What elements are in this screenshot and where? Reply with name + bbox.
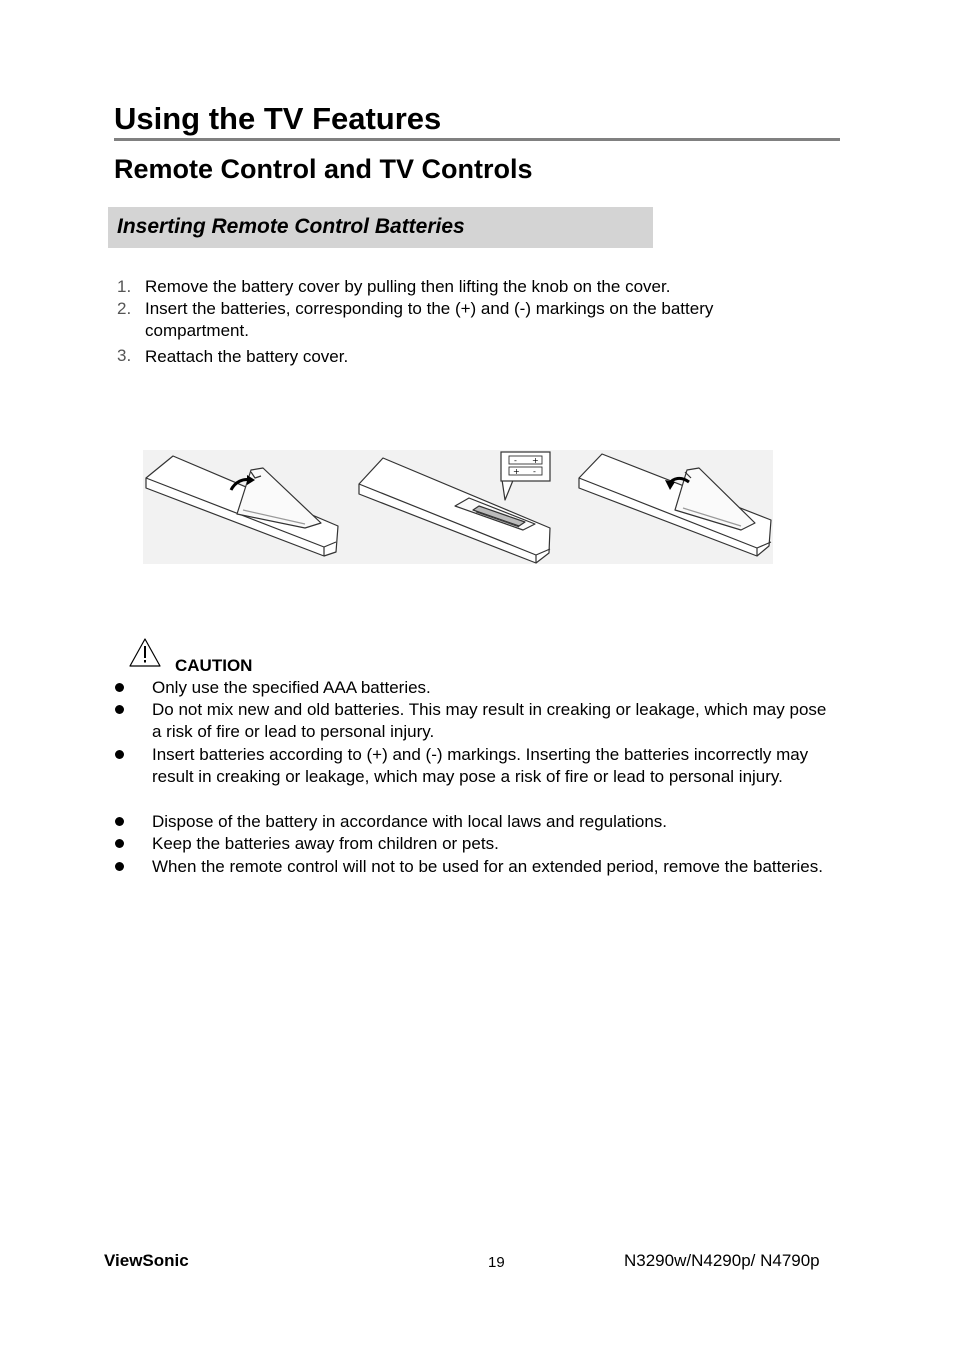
warning-triangle-icon: [128, 637, 162, 669]
step-text: Insert the batteries, corresponding to the (+) and (-) markings on the battery compartment.: [145, 299, 714, 340]
battery-mark-plus-bottom: +: [513, 467, 520, 476]
step-number: 1.: [117, 277, 132, 296]
step-text: Remove the battery cover by pulling then lifting the knob on the cover.: [145, 277, 671, 296]
subsection-title: Inserting Remote Control Batteries: [117, 215, 465, 238]
battery-mark-plus-top: +: [532, 456, 539, 465]
battery-mark-minus-bottom: -: [533, 467, 536, 476]
step-number: 2.: [117, 299, 132, 318]
bullet-icon: [115, 705, 124, 714]
bullet-icon: [115, 817, 124, 826]
bullet-icon: [115, 862, 124, 871]
title-divider: [114, 138, 840, 141]
footer-brand: ViewSonic: [104, 1251, 189, 1270]
battery-insertion-illustration: [143, 448, 773, 566]
battery-mark-minus-top: -: [514, 456, 517, 465]
page-number: 19: [488, 1254, 505, 1271]
caution-item-text: Only use the specified AAA batteries.: [152, 678, 431, 697]
bullet-icon: [115, 750, 124, 759]
subsection-header: [108, 207, 653, 248]
caution-item-text: Dispose of the battery in accordance with local laws and regulations.: [152, 812, 668, 831]
section-title: Remote Control and TV Controls: [114, 154, 533, 184]
battery-polarity-callout: [501, 452, 550, 481]
page-title: Using the TV Features: [114, 101, 442, 136]
caution-label: CAUTION: [175, 656, 253, 675]
caution-item-text: Keep the batteries away from children or pets.: [152, 834, 499, 853]
step-text: Reattach the battery cover.: [145, 347, 349, 366]
step-number: 3.: [117, 346, 132, 365]
caution-item-text: Do not mix new and old batteries. This may result in creaking or leakage, which may pose a risk of fire or lead to personal injury.: [152, 700, 827, 742]
bullet-icon: [115, 683, 124, 692]
caution-item-text: When the remote control will not to be used for an extended period, remove the batteries.: [152, 857, 823, 876]
bullet-icon: [115, 839, 124, 848]
footer-model: N3290w/N4290p/ N4790p: [624, 1251, 820, 1270]
caution-item-text: Insert batteries according to (+) and (-) markings. Inserting the batteries incorrectly may result in creaking or leakage, which may pose a risk of fire or lead to personal injury.: [152, 745, 809, 787]
